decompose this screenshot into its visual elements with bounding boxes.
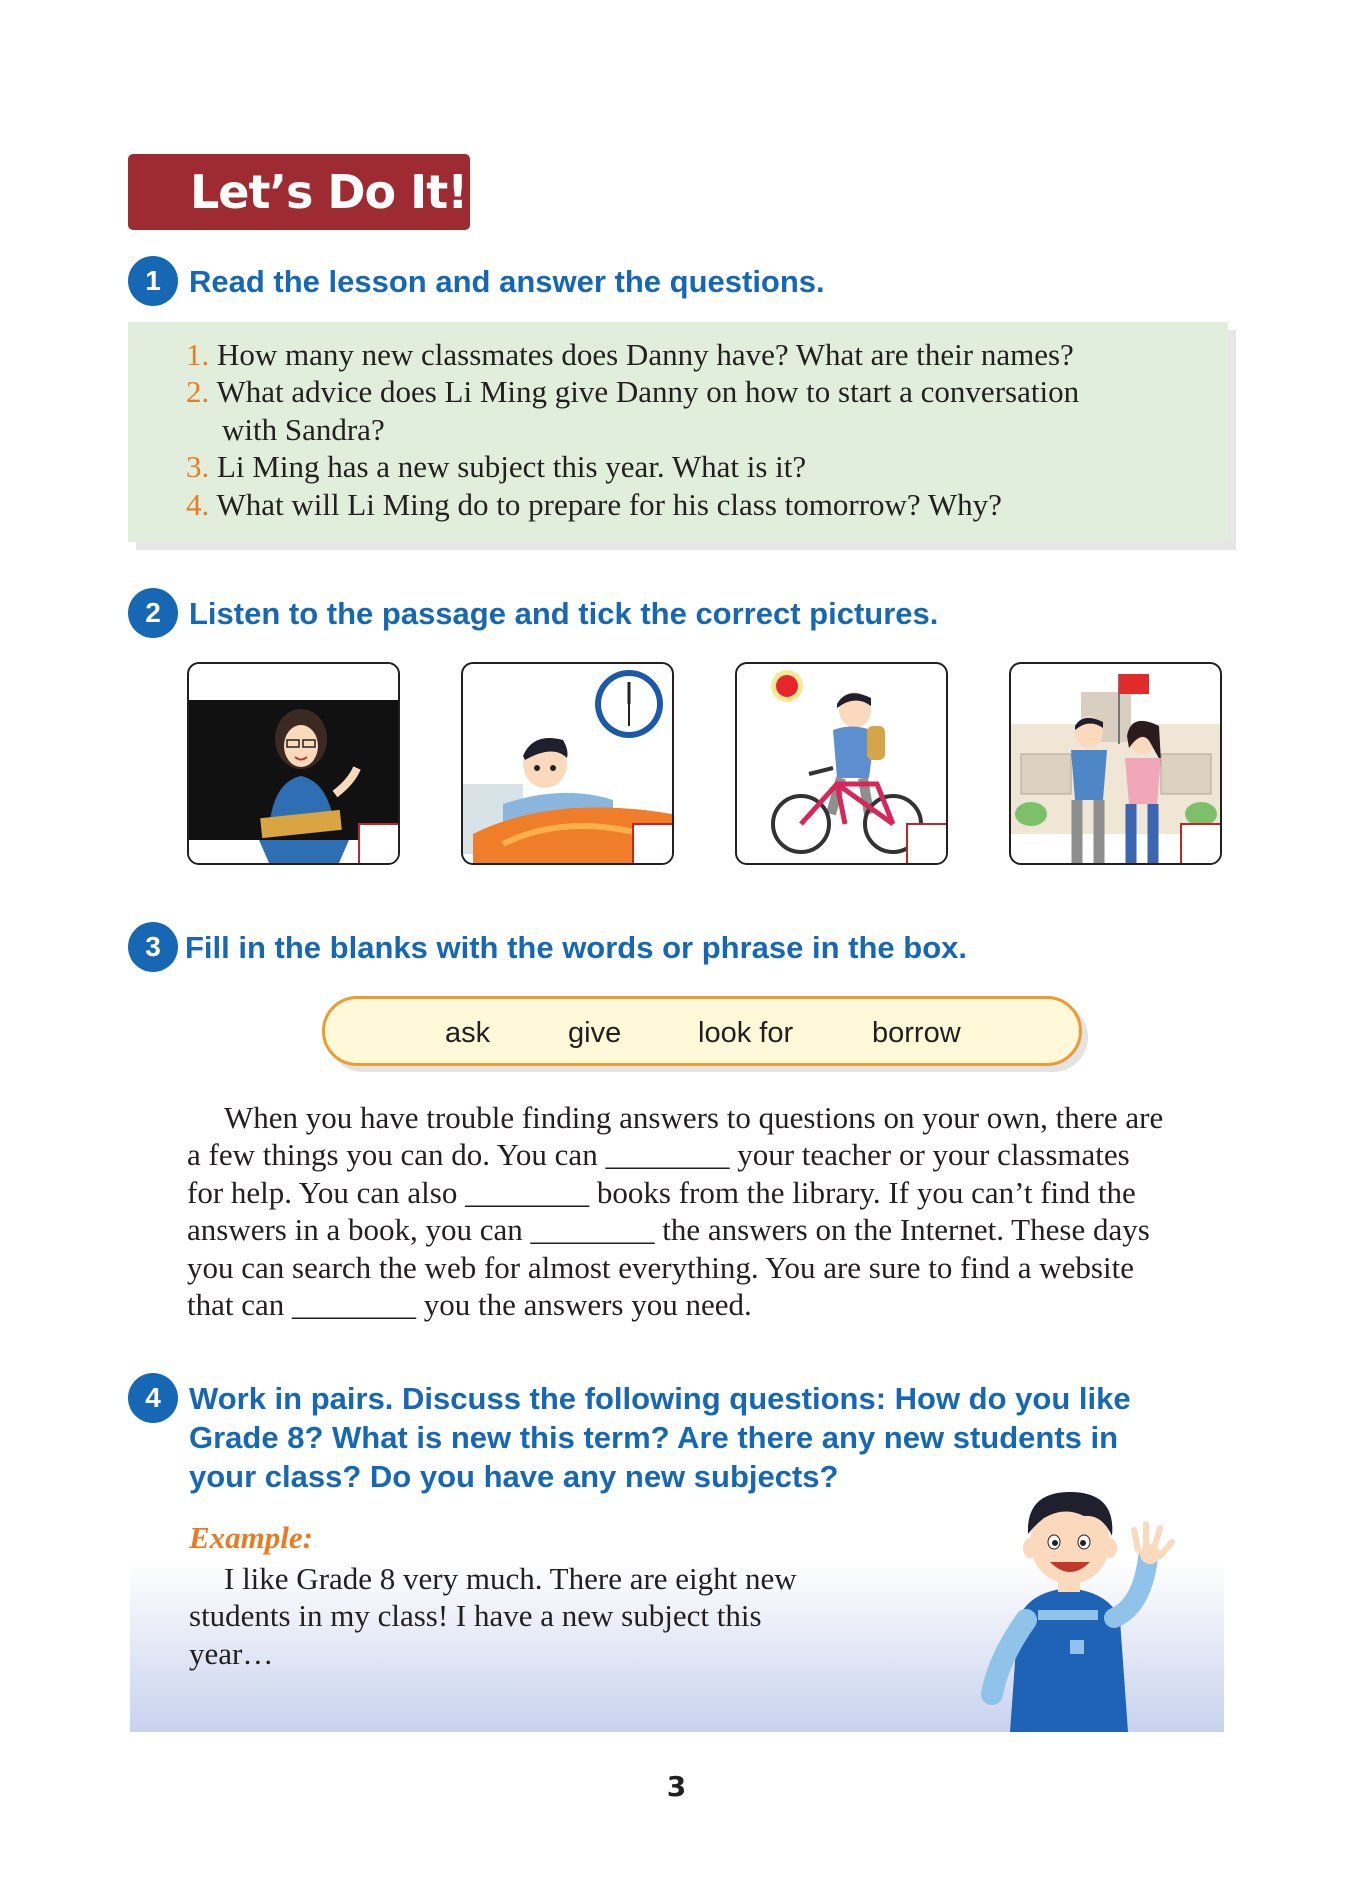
question-2-continuation: with Sandra? <box>222 412 385 447</box>
question-3: 3. Li Ming has a new subject this year. What is it? <box>186 449 807 484</box>
word-give: give <box>568 1017 622 1049</box>
question-4: 4. What will Li Ming do to prepare for his class tomorrow? Why? <box>186 487 1002 522</box>
questions-box <box>128 322 1228 542</box>
example-line-1: I like Grade 8 very much. There are eight new <box>224 1561 797 1596</box>
passage-line-4: answers in a book, you can ________ the answers on the Internet. These days <box>187 1212 1150 1247</box>
picture-bicycle <box>735 662 948 865</box>
exercise-heading-4-line-2: Grade 8? What is new this term? Are there any new students in <box>189 1420 1119 1455</box>
picture-wake-up <box>461 662 674 865</box>
passage-line-1: When you have trouble finding answers to questions on your own, there are <box>224 1100 1164 1135</box>
passage-line-6: that can ________ you the answers you need. <box>187 1287 752 1322</box>
section-banner: Let’s Do It! <box>128 154 470 230</box>
example-line-2: students in my class! I have a new subject this <box>189 1598 762 1633</box>
picture-school-gate <box>1009 662 1222 865</box>
exercise-number-4: 4 <box>128 1373 178 1423</box>
passage-line-2: a few things you can do. You can ________ your teacher or your classmates <box>187 1137 1130 1172</box>
word-look-for: look for <box>698 1017 794 1049</box>
exercise-heading-4-line-3: your class? Do you have any new subjects? <box>189 1459 839 1494</box>
exercise-number-1: 1 <box>128 256 178 306</box>
question-2: 2. What advice does Li Ming give Danny on how to start a conversation <box>186 374 1080 409</box>
passage-line-3: for help. You can also ________ books from the library. If you can’t find the <box>187 1175 1136 1210</box>
passage-line-5: you can search the web for almost everything. You are sure to find a website <box>187 1250 1134 1285</box>
word-ask: ask <box>445 1017 491 1049</box>
page-number: 3 <box>666 1770 687 1803</box>
tick-box-1[interactable] <box>358 823 400 865</box>
tick-box-2[interactable] <box>632 823 674 865</box>
question-1: 1. How many new classmates does Danny have? What are their names? <box>186 337 1074 372</box>
exercise-heading-1: Read the lesson and answer the questions. <box>189 264 825 299</box>
exercise-heading-3: Fill in the blanks with the words or phrase in the box. <box>185 930 967 965</box>
example-line-3: year… <box>189 1636 274 1671</box>
waving-boy-illustration <box>978 1470 1178 1732</box>
exercise-heading-4-line-1: Work in pairs. Discuss the following questions: How do you like <box>189 1381 1131 1416</box>
exercise-number-2: 2 <box>128 588 178 638</box>
example-label: Example: <box>189 1520 313 1555</box>
tick-box-4[interactable] <box>1180 823 1222 865</box>
word-borrow: borrow <box>872 1017 961 1049</box>
picture-teacher <box>187 662 400 865</box>
exercise-number-3: 3 <box>128 922 178 972</box>
word-box <box>322 996 1082 1066</box>
exercise-heading-2: Listen to the passage and tick the correct pictures. <box>189 596 939 631</box>
tick-box-3[interactable] <box>906 823 948 865</box>
